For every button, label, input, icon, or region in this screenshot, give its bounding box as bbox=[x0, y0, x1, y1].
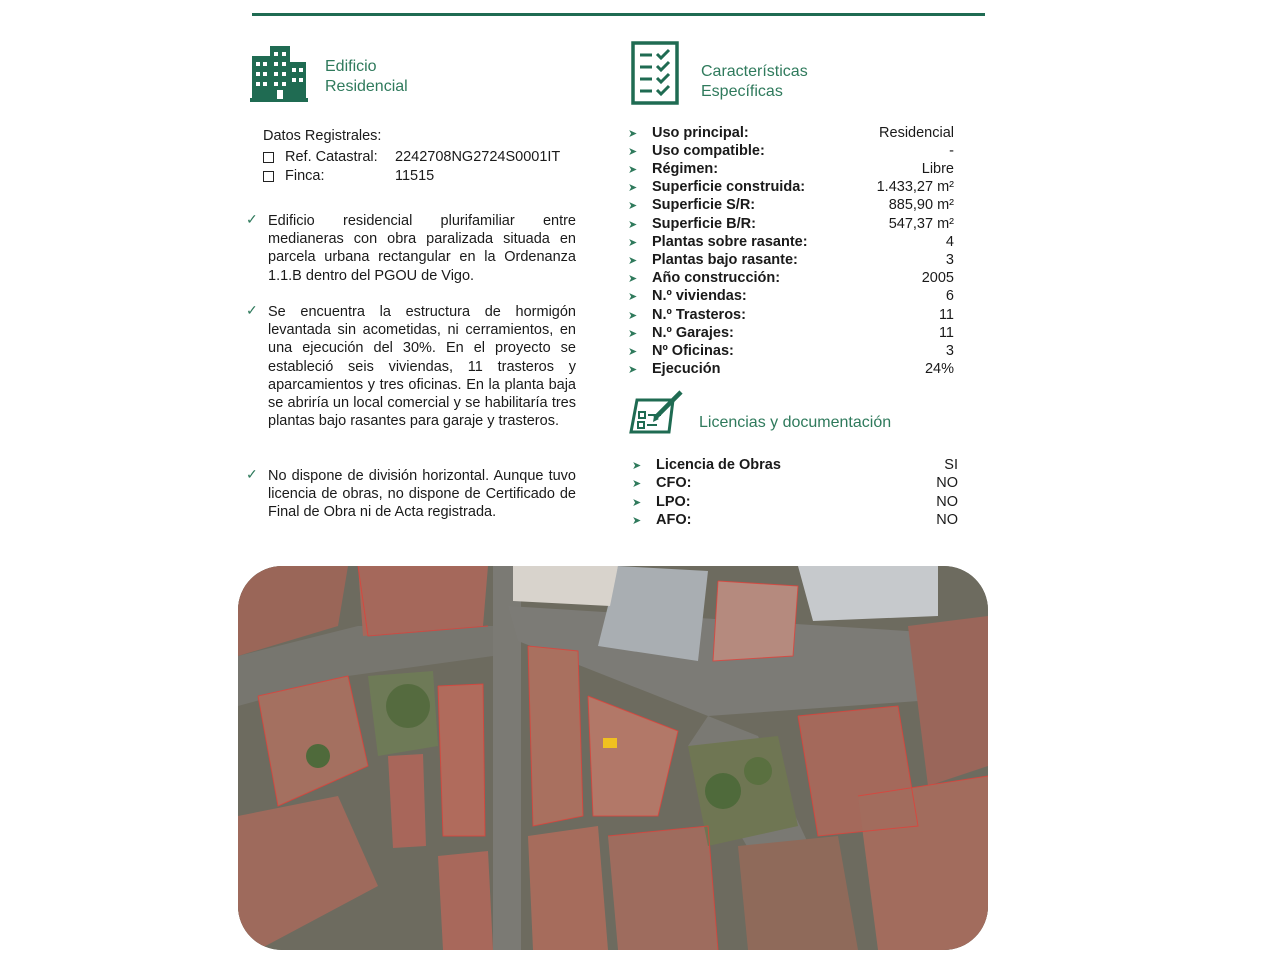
spec-value: - bbox=[949, 143, 954, 160]
license-value: NO bbox=[936, 475, 958, 492]
spec-row bbox=[628, 287, 954, 305]
spec-row bbox=[628, 142, 954, 160]
spec-row bbox=[628, 215, 954, 233]
spec-value: 885,90 m² bbox=[888, 197, 954, 214]
title-line: Específicas bbox=[701, 83, 783, 100]
spec-label: Uso principal: bbox=[652, 125, 749, 142]
arrow-bullet-icon: ➤ bbox=[628, 199, 638, 212]
spec-row bbox=[628, 124, 954, 142]
spec-value: 3 bbox=[945, 343, 954, 360]
spec-label: Plantas bajo rasante: bbox=[652, 252, 798, 269]
spec-value: 24% bbox=[924, 361, 954, 378]
ref-label: Ref. Catastral: bbox=[285, 149, 378, 165]
aerial-map bbox=[238, 566, 988, 950]
spec-label: Régimen: bbox=[652, 161, 719, 178]
spec-row bbox=[628, 160, 954, 178]
ref-value: 2242708NG2724S0001IT bbox=[395, 149, 561, 165]
license-value: NO bbox=[936, 494, 958, 511]
arrow-bullet-icon: ➤ bbox=[628, 236, 638, 249]
arrow-bullet-icon: ➤ bbox=[628, 363, 638, 376]
description-paragraph: Se encuentra la estructura de hormigón levantada sin acometidas, ni cerramientos, en una ejecución del 30%. En el proyecto se estableció seis viviendas, 11 trasteros y aparcamientos y tres oficinas. En la planta baja se abriría un local comercial y se habilitaría tres plantas bajo rasantes para garaje y trasteros. bbox=[268, 304, 576, 430]
license-row bbox=[632, 511, 958, 529]
arrow-bullet-icon: ➤ bbox=[628, 290, 638, 303]
license-label: LPO: bbox=[656, 494, 691, 511]
spec-label: Nº Oficinas: bbox=[652, 343, 734, 360]
spec-row bbox=[628, 324, 954, 342]
spec-row bbox=[628, 196, 954, 214]
arrow-bullet-icon: ➤ bbox=[628, 254, 638, 267]
arrow-bullet-icon: ➤ bbox=[628, 327, 638, 340]
spec-row bbox=[628, 269, 954, 287]
spec-value: 11 bbox=[938, 307, 954, 324]
title-line: Residencial bbox=[325, 78, 408, 95]
spec-value: 11 bbox=[938, 325, 954, 342]
arrow-bullet-icon: ➤ bbox=[632, 477, 642, 490]
section-title-caracteristicas bbox=[701, 62, 808, 102]
license-label: Licencia de Obras bbox=[656, 457, 781, 474]
spec-row bbox=[628, 178, 954, 196]
spec-label: Superficie construida: bbox=[652, 179, 806, 196]
checklist-icon bbox=[631, 41, 679, 105]
check-icon: ✓ bbox=[246, 211, 258, 227]
section-title-edificio bbox=[325, 57, 408, 97]
arrow-bullet-icon: ➤ bbox=[628, 145, 638, 158]
arrow-bullet-icon: ➤ bbox=[628, 218, 638, 231]
license-value: NO bbox=[936, 512, 958, 529]
spec-label: Superficie S/R: bbox=[652, 197, 756, 214]
title-line: Edificio bbox=[325, 58, 377, 75]
square-bullet-icon bbox=[263, 171, 274, 182]
spec-label: N.º Garajes: bbox=[652, 325, 734, 342]
registry-finca-row bbox=[263, 168, 434, 184]
license-row bbox=[632, 474, 958, 492]
check-icon: ✓ bbox=[246, 466, 258, 482]
square-bullet-icon bbox=[263, 152, 274, 163]
license-value: SI bbox=[944, 457, 958, 474]
spec-label: Uso compatible: bbox=[652, 143, 765, 160]
spec-value: 6 bbox=[945, 288, 954, 305]
spec-value: Libre bbox=[921, 161, 954, 178]
spec-value: 3 bbox=[945, 252, 954, 269]
registry-heading: Datos Registrales: bbox=[263, 128, 382, 144]
spec-label: Plantas sobre rasante: bbox=[652, 234, 808, 251]
spec-value: 2005 bbox=[921, 270, 954, 287]
spec-label: Año construcción: bbox=[652, 270, 781, 287]
document-sign-icon bbox=[629, 388, 685, 436]
section-title-licencias: Licencias y documentación bbox=[699, 414, 892, 431]
finca-label: Finca: bbox=[285, 168, 325, 184]
building-icon bbox=[250, 42, 308, 102]
spec-value: 547,37 m² bbox=[888, 216, 954, 233]
arrow-bullet-icon: ➤ bbox=[628, 127, 638, 140]
spec-label: Superficie B/R: bbox=[652, 216, 756, 233]
spec-label: Ejecución bbox=[652, 361, 721, 378]
license-label: CFO: bbox=[656, 475, 692, 492]
license-row bbox=[632, 493, 958, 511]
arrow-bullet-icon: ➤ bbox=[628, 345, 638, 358]
spec-value: 4 bbox=[945, 234, 954, 251]
description-paragraph: No dispone de división horizontal. Aunque tuvo licencia de obras, no dispone de Certificado de Final de Obra ni de Acta registrada. bbox=[268, 468, 576, 521]
description-paragraph: Edificio residencial plurifamiliar entre medianeras con obra paralizada situada en parcela urbana rectangular en la Ordenanza 1.1.B dentro del PGOU de Vigo. bbox=[268, 213, 576, 284]
arrow-bullet-icon: ➤ bbox=[632, 496, 642, 509]
spec-row bbox=[628, 251, 954, 269]
aerial-map-image bbox=[238, 566, 988, 950]
spec-label: N.º Trasteros: bbox=[652, 307, 746, 324]
spec-row bbox=[628, 306, 954, 324]
check-icon: ✓ bbox=[246, 302, 258, 318]
arrow-bullet-icon: ➤ bbox=[628, 309, 638, 322]
arrow-bullet-icon: ➤ bbox=[628, 163, 638, 176]
registry-ref-row bbox=[263, 149, 560, 165]
arrow-bullet-icon: ➤ bbox=[632, 514, 642, 527]
top-rule bbox=[252, 13, 985, 16]
spec-label: N.º viviendas: bbox=[652, 288, 747, 305]
spec-value: Residencial bbox=[879, 125, 954, 142]
title-line: Características bbox=[701, 63, 808, 80]
spec-value: 1.433,27 m² bbox=[876, 179, 954, 196]
license-label: AFO: bbox=[656, 512, 692, 529]
finca-value: 11515 bbox=[395, 168, 435, 184]
spec-row bbox=[628, 233, 954, 251]
spec-row bbox=[628, 360, 954, 378]
license-row bbox=[632, 456, 958, 474]
arrow-bullet-icon: ➤ bbox=[632, 459, 642, 472]
arrow-bullet-icon: ➤ bbox=[628, 181, 638, 194]
spec-row bbox=[628, 342, 954, 360]
arrow-bullet-icon: ➤ bbox=[628, 272, 638, 285]
